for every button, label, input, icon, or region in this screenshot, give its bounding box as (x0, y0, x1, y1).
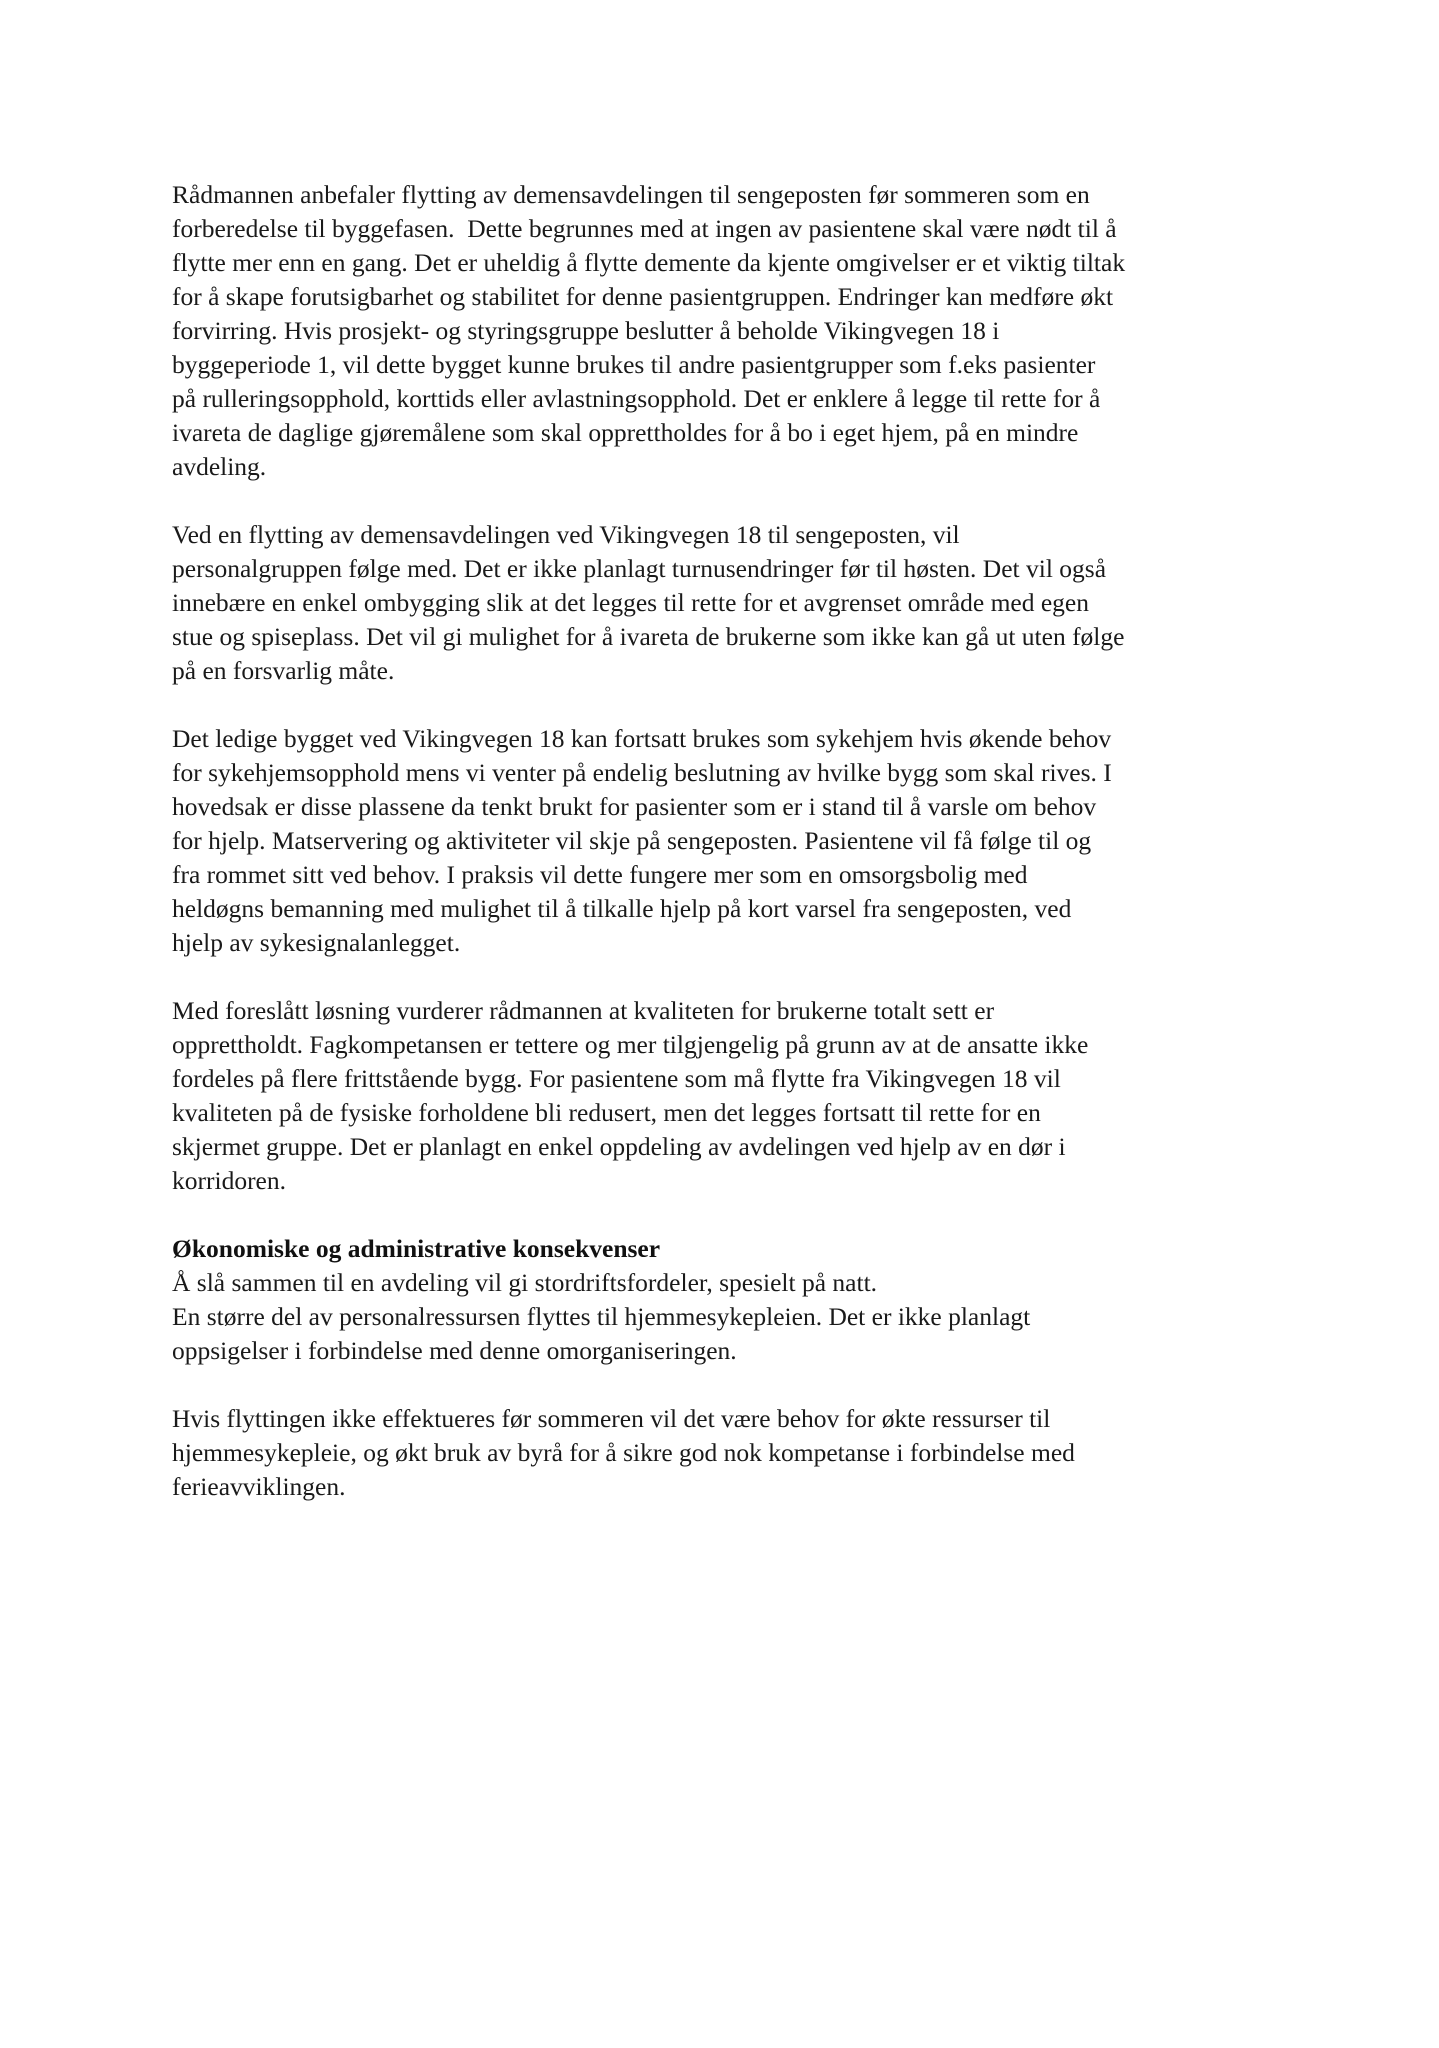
paragraph (172, 994, 1252, 1198)
paragraph-gap (172, 1368, 1252, 1402)
text-line: ferieavviklingen. (172, 1472, 346, 1501)
text-line: hjemmesykepleie, og økt bruk av byrå for å sikre god nok kompetanse i forbindelse med (172, 1438, 1075, 1467)
text-line: for hjelp. Matservering og aktiviteter vil skje på sengeposten. Pasientene vil få følge til og (172, 826, 1092, 855)
text-line: kvaliteten på de fysiske forholdene bli redusert, men det legges fortsatt til rette for en (172, 1098, 1041, 1127)
text-line: hovedsak er disse plassene da tenkt brukt for pasienter som er i stand til å varsle om behov (172, 792, 1097, 821)
text-line: på rulleringsopphold, korttids eller avlastningsopphold. Det er enklere å legge til rette for å (172, 384, 1101, 413)
text-line: opprettholdt. Fagkompetansen er tettere og mer tilgjengelig på grunn av at de ansatte ikke (172, 1030, 1089, 1059)
section (172, 1232, 1252, 1368)
text-line: Hvis flyttingen ikke effektueres før sommeren vil det være behov for økte ressurser til (172, 1404, 1051, 1433)
text-line: forberedelse til byggefasen. Dette begrunnes med at ingen av pasientene skal være nødt til å (172, 214, 1117, 243)
paragraph (172, 178, 1252, 484)
text-line: Det ledige bygget ved Vikingvegen 18 kan fortsatt brukes som sykehjem hvis økende behov (172, 724, 1112, 753)
text-line: Rådmannen anbefaler flytting av demensavdelingen til sengeposten før sommeren som en (172, 180, 1090, 209)
text-line: for sykehjemsopphold mens vi venter på endelig beslutning av hvilke bygg som skal rives. I (172, 758, 1112, 787)
text-line: på en forsvarlig måte. (172, 656, 395, 685)
paragraph (172, 722, 1252, 960)
section-heading: Økonomiske og administrative konsekvenser (172, 1234, 661, 1263)
text-line: heldøgns bemanning med mulighet til å tilkalle hjelp på kort varsel fra sengeposten, ved (172, 894, 1072, 923)
paragraph-gap (172, 688, 1252, 722)
text-line: En større del av personalressursen flyttes til hjemmesykepleien. Det er ikke planlagt (172, 1302, 1031, 1331)
text-line: Med foreslått løsning vurderer rådmannen at kvaliteten for brukerne totalt sett er (172, 996, 995, 1025)
text-line: avdeling. (172, 452, 267, 481)
paragraph (172, 518, 1252, 688)
text-line: korridoren. (172, 1166, 287, 1195)
text-line: oppsigelser i forbindelse med denne omorganiseringen. (172, 1336, 737, 1365)
document-body (172, 178, 1252, 1504)
text-line: flytte mer enn en gang. Det er uheldig å flytte demente da kjente omgivelser er et viktig tiltak (172, 248, 1126, 277)
paragraph-gap (172, 960, 1252, 994)
text-line: ivareta de daglige gjøremålene som skal opprettholdes for å bo i eget hjem, på en mindre (172, 418, 1079, 447)
text-line: fordeles på flere frittstående bygg. For pasientene som må flytte fra Vikingvegen 18 vil (172, 1064, 1061, 1093)
text-line: skjermet gruppe. Det er planlagt en enkel oppdeling av avdelingen ved hjelp av en dør i (172, 1132, 1066, 1161)
text-line: Ved en flytting av demensavdelingen ved Vikingvegen 18 til sengeposten, vil (172, 520, 960, 549)
paragraph-gap (172, 1198, 1252, 1232)
text-line: stue og spiseplass. Det vil gi mulighet for å ivareta de brukerne som ikke kan gå ut uten følge (172, 622, 1125, 651)
text-line: forvirring. Hvis prosjekt- og styringsgruppe beslutter å beholde Vikingvegen 18 i (172, 316, 1000, 345)
text-line: fra rommet sitt ved behov. I praksis vil dette fungere mer som en omsorgsbolig med (172, 860, 1028, 889)
text-line: innebære en enkel ombygging slik at det legges til rette for et avgrenset område med egen (172, 588, 1089, 617)
paragraph (172, 1402, 1252, 1504)
text-line: Å slå sammen til en avdeling vil gi stordriftsfordeler, spesielt på natt. (172, 1268, 878, 1297)
text-line: byggeperiode 1, vil dette bygget kunne brukes til andre pasientgrupper som f.eks pasienter (172, 350, 1096, 379)
text-line: for å skape forutsigbarhet og stabilitet for denne pasientgruppen. Endringer kan medføre økt (172, 282, 1114, 311)
text-line: personalgruppen følge med. Det er ikke planlagt turnusendringer før til høsten. Det vil også (172, 554, 1107, 583)
paragraph-gap (172, 484, 1252, 518)
text-line: hjelp av sykesignalanlegget. (172, 928, 461, 957)
